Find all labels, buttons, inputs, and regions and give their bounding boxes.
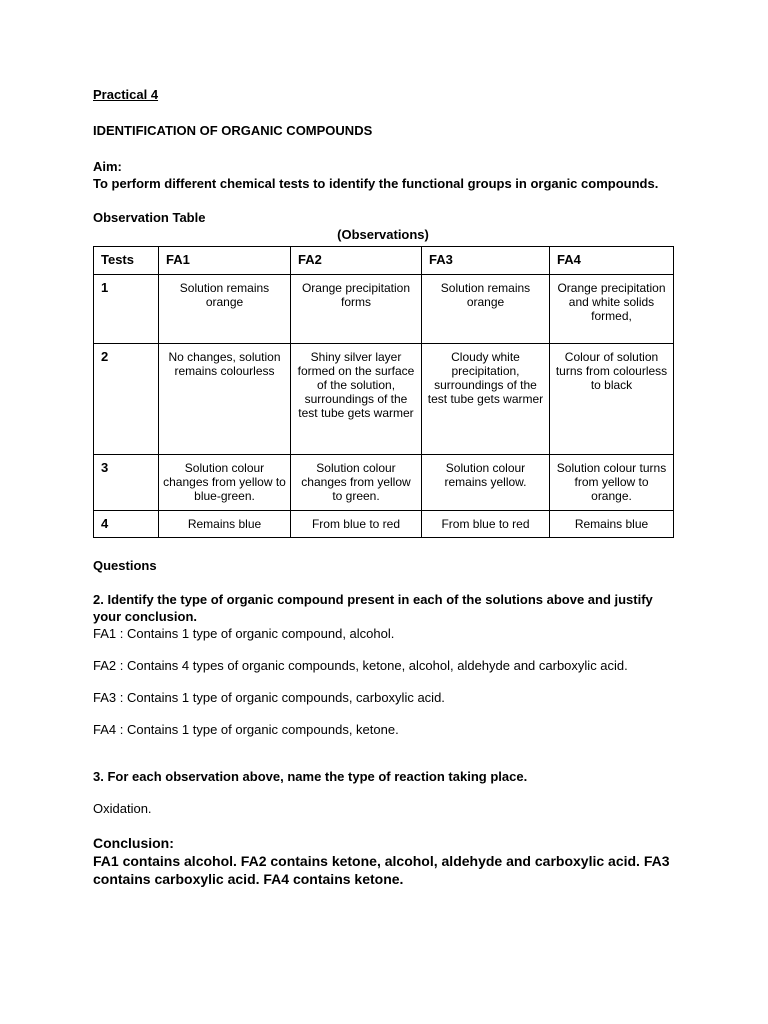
table-cell: Solution colour changes from yellow to green.	[291, 455, 422, 511]
table-header-row	[94, 247, 674, 275]
table-cell: From blue to red	[422, 511, 550, 538]
header-fa3: FA3	[422, 247, 550, 275]
observation-caption: (Observations)	[337, 227, 429, 242]
test-number: 3	[94, 455, 159, 511]
table-cell: Solution colour turns from yellow to orange.	[550, 455, 674, 511]
table-cell: Solution remains orange	[422, 275, 550, 344]
table-cell: Solution colour remains yellow.	[422, 455, 550, 511]
answer-fa1: FA1 : Contains 1 type of organic compound, alcohol.	[93, 626, 395, 641]
answer-fa2: FA2 : Contains 4 types of organic compounds, ketone, alcohol, aldehyde and carboxylic acid.	[93, 658, 628, 673]
header-fa4: FA4	[550, 247, 674, 275]
table-cell: Shiny silver layer formed on the surface of the solution, surroundings of the test tube gets warmer	[291, 344, 422, 455]
table-cell: Solution colour changes from yellow to blue-green.	[159, 455, 291, 511]
practical-title: Practical 4	[93, 87, 159, 102]
question-2: 2. Identify the type of organic compound present in each of the solutions above and justify your conclusion.	[93, 592, 653, 624]
test-number: 2	[94, 344, 159, 455]
table-cell: No changes, solution remains colourless	[159, 344, 291, 455]
answer-fa4: FA4 : Contains 1 type of organic compounds, ketone.	[93, 722, 399, 737]
table-row	[94, 511, 674, 538]
table-row	[94, 344, 674, 455]
table-row	[94, 275, 674, 344]
aim-label: Aim:	[93, 159, 122, 174]
observation-table-label: Observation Table	[93, 210, 206, 225]
header-fa2: FA2	[291, 247, 422, 275]
answer-fa3: FA3 : Contains 1 type of organic compounds, carboxylic acid.	[93, 690, 445, 705]
table-cell: Colour of solution turns from colourless to black	[550, 344, 674, 455]
test-number: 4	[94, 511, 159, 538]
observation-table	[93, 246, 674, 538]
conclusion-label: Conclusion:	[93, 835, 174, 851]
header-tests: Tests	[94, 247, 159, 275]
header-fa1: FA1	[159, 247, 291, 275]
table-row	[94, 455, 674, 511]
questions-label: Questions	[93, 558, 157, 573]
table-cell: From blue to red	[291, 511, 422, 538]
table-cell: Remains blue	[550, 511, 674, 538]
section-title: IDENTIFICATION OF ORGANIC COMPOUNDS	[93, 123, 373, 138]
table-cell: Remains blue	[159, 511, 291, 538]
test-number: 1	[94, 275, 159, 344]
question-3-answer: Oxidation.	[93, 801, 152, 816]
table-cell: Orange precipitation forms	[291, 275, 422, 344]
conclusion-text: FA1 contains alcohol. FA2 contains ketone, alcohol, aldehyde and carboxylic acid. FA3 contains carboxylic acid. FA4 contains ketone.	[93, 853, 670, 887]
document-page	[93, 86, 683, 888]
table-cell: Solution remains orange	[159, 275, 291, 344]
table-cell: Cloudy white precipitation, surroundings of the test tube gets warmer	[422, 344, 550, 455]
table-cell: Orange precipitation and white solids formed,	[550, 275, 674, 344]
question-3: 3. For each observation above, name the type of reaction taking place.	[93, 769, 528, 784]
aim-text: To perform different chemical tests to identify the functional groups in organic compounds.	[93, 176, 659, 191]
